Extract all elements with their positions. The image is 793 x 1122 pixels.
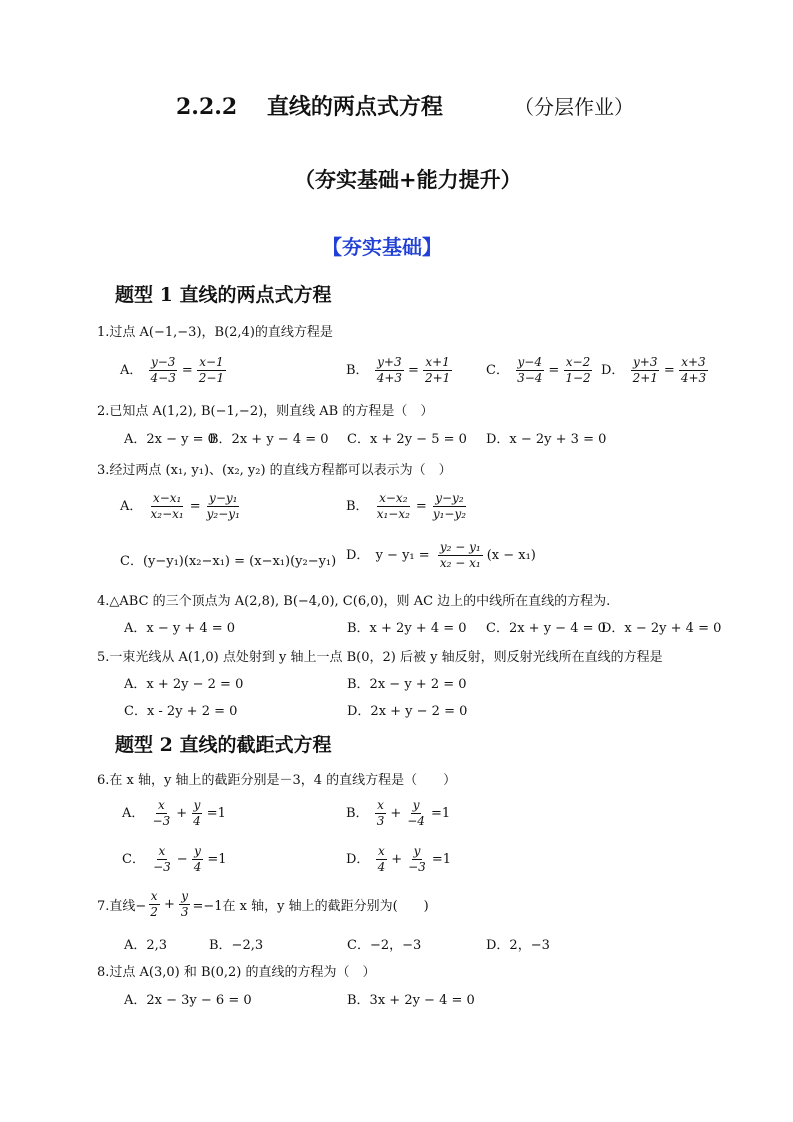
numerator: x−x₁ [152,491,182,505]
question-4-stem: 4.△ABC 的三个顶点为 A(2,8), B(−4,0), C(6,0)，则 AC 边上的中线所在直线的方程为. [97,594,611,609]
q1-option-d[interactable] [601,355,710,386]
equation-rhs: =1 [430,806,451,821]
operator: + [391,852,403,867]
numerator: y+3 [633,355,658,369]
q3-option-a[interactable] [120,491,244,522]
q7-option-d[interactable]: D．2，−3 [486,938,550,953]
question-1-stem: 1.过点 A(−1,−3)，B(2,4)的直线方程是 [97,325,333,340]
option-letter: A． [120,363,143,378]
option-letter: A． [120,499,143,514]
fraction [431,491,468,522]
fraction [375,798,387,829]
q4-option-b[interactable]: B．x + 2y + 4 = 0 [347,621,467,636]
denominator: y₂−y₁ [206,507,240,521]
page-subtitle: （夯实基础+能力提升） [294,167,522,192]
denominator: 3 [180,905,189,919]
denominator: 4−3 [150,371,176,385]
q5-option-c[interactable]: C．x - 2y + 2 = 0 [124,704,238,719]
equals-sign: = [415,499,427,514]
numerator: y [181,889,189,903]
fraction [149,491,186,522]
option-letter: C． [486,363,509,378]
section-title: 【夯实基础】 [322,235,442,259]
denominator: 2+1 [632,371,658,385]
equals-sign: = [181,363,193,378]
q2-option-c[interactable]: C．x + 2y − 5 = 0 [347,432,467,447]
operator: + [163,897,175,912]
heading-type-2: 题型 2 直线的截距式方程 [115,734,332,756]
numerator: y [413,844,421,858]
equals-sign: = [189,499,201,514]
denominator: 4 [193,814,201,828]
equation-rhs: =1 [206,806,226,821]
numerator: x+1 [425,355,450,369]
denominator: −3 [408,860,426,874]
fraction [191,798,203,829]
operator: + [176,806,188,821]
fraction [423,355,452,386]
q7-option-b[interactable]: B．−2,3 [209,938,264,953]
q4-option-a[interactable]: A．x − y + 4 = 0 [124,621,236,636]
q1-option-b[interactable] [346,355,454,386]
fraction [515,355,544,386]
q8-option-a[interactable]: A．2x − 3y − 6 = 0 [124,993,252,1008]
numerator: x [378,844,385,858]
q4-option-c[interactable]: C．2x + y − 4 = 0 [486,621,606,636]
title-tag: （分层作业） [514,95,634,119]
option-letter: D． [601,363,625,378]
question-3-stem: 3.经过两点 (x₁, y₁)、(x₂, y₂) 的直线方程都可以表示为（ ） [97,463,452,478]
q5-option-d[interactable]: D．2x + y − 2 = 0 [347,704,468,719]
q2-option-b[interactable]: B．2x + y − 4 = 0 [209,432,329,447]
q6-option-c[interactable] [122,844,229,875]
fraction [376,844,388,875]
numerator: x−2 [565,355,591,369]
numerator: x [158,844,166,858]
denominator: 4 [193,860,202,874]
equation-rhs: =1 [431,852,451,867]
q8-option-b[interactable]: B．3x + 2y − 4 = 0 [347,993,475,1008]
numerator: y−y₁ [209,491,238,505]
q6-option-d[interactable] [346,844,453,875]
q1-option-c[interactable] [486,355,595,386]
stem-prefix: 7.直线− [97,899,147,914]
numerator: x [150,889,158,903]
numerator: y [412,798,420,812]
denominator: 2−1 [198,371,225,385]
equation-rhs: (x − x₁) [486,548,536,563]
denominator: x₁−x₂ [376,507,410,521]
denominator: 4 [377,860,386,874]
fraction [375,491,412,522]
denominator: 2 [150,905,158,919]
q3-option-b[interactable] [346,491,470,522]
q1-option-a[interactable] [120,355,228,386]
heading-type-1: 题型 1 直线的两点式方程 [115,284,332,306]
page-title [176,90,443,121]
option-letter: B． [346,806,369,821]
q5-option-a[interactable]: A．x + 2y − 2 = 0 [124,677,244,692]
numerator: x [377,798,384,812]
numerator: y+3 [377,355,402,369]
denominator: −3 [152,814,171,828]
fraction [406,844,428,875]
numerator: x [157,798,165,812]
fraction [563,355,592,386]
numerator: y−3 [150,355,176,369]
q4-option-d[interactable]: D．x − 2y + 4 = 0 [601,621,722,636]
question-2-stem: 2.已知点 A(1,2), B(−1,−2)，则直线 AB 的方程是（ ） [97,404,434,419]
question-6-stem: 6.在 x 轴，y 轴上的截距分别是－3，4 的直线方程是（ ） [97,773,457,788]
fraction [631,355,660,386]
operator: + [390,806,402,821]
denominator: y₁−y₂ [432,507,467,521]
equals-sign: = [408,363,419,378]
operator: − [176,852,188,867]
title-number: 2.2.2 [176,94,238,120]
denominator: −4 [407,814,425,828]
denominator: 4+3 [680,371,707,385]
numerator: y₂ − y₁ [439,540,481,554]
question-7-stem [97,889,429,920]
q7-option-a[interactable]: A．2,3 [124,938,168,953]
fraction [179,889,191,920]
title-text: 直线的两点式方程 [266,94,443,120]
q2-option-a[interactable]: A．2x − y = 0 [124,432,216,447]
numerator: y−4 [517,355,542,369]
option-letter: B． [346,499,369,514]
equals-sign: = [548,363,560,378]
denominator: 1−2 [565,371,591,385]
denominator: −3 [153,860,171,874]
fraction [151,798,173,829]
fraction [205,491,242,522]
equation-rhs: =1 [207,852,227,867]
option-letter: C． [122,852,145,867]
numerator: y−y₂ [435,491,464,505]
fraction [197,355,226,386]
fraction [151,844,173,875]
q5-option-b[interactable]: B．2x − y + 2 = 0 [347,677,467,692]
numerator: x−x₂ [379,491,408,505]
fraction [438,540,483,571]
q2-option-d[interactable]: D．x − 2y + 3 = 0 [486,432,607,447]
denominator: 3 [376,814,385,828]
option-letter: D． [346,852,370,867]
q3-option-c[interactable]: C．(y−y₁)(x₂−x₁) = (x−x₁)(y₂−y₁) [120,554,337,569]
fraction [192,844,204,875]
fraction [679,355,708,386]
equals-sign: = [663,363,675,378]
denominator: x₂ − x₁ [439,556,481,570]
question-5-stem: 5.一束光线从 A(1,0) 点处射到 y 轴上一点 B(0，2) 后被 y 轴反射，则反射光线所在直线的方程是 [97,650,663,665]
numerator: x−1 [199,355,224,369]
q7-option-c[interactable]: C．−2，−3 [347,938,422,953]
fraction [405,798,427,829]
q6-option-b[interactable] [346,798,452,829]
q6-option-a[interactable] [122,798,228,829]
fraction [148,889,160,920]
denominator: x₂−x₁ [150,507,184,521]
question-8-stem: 8.过点 A(3,0) 和 B(0,2) 的直线的方程为（ ） [97,965,376,980]
equation-lhs: y − y₁ = [375,548,430,563]
denominator: 4+3 [376,371,403,385]
option-letter: B． [346,363,369,378]
numerator: y [193,798,201,812]
q3-option-d[interactable] [346,540,538,571]
fraction [375,355,404,386]
numerator: y [194,844,201,858]
stem-suffix: =−1在 x 轴，y 轴上的截距分别为( ) [192,899,429,914]
numerator: x+3 [681,355,706,369]
denominator: 3−4 [517,371,543,385]
option-letter: D． [346,548,370,563]
denominator: 2+1 [424,371,451,385]
fraction [149,355,178,386]
option-letter: A． [122,806,145,821]
